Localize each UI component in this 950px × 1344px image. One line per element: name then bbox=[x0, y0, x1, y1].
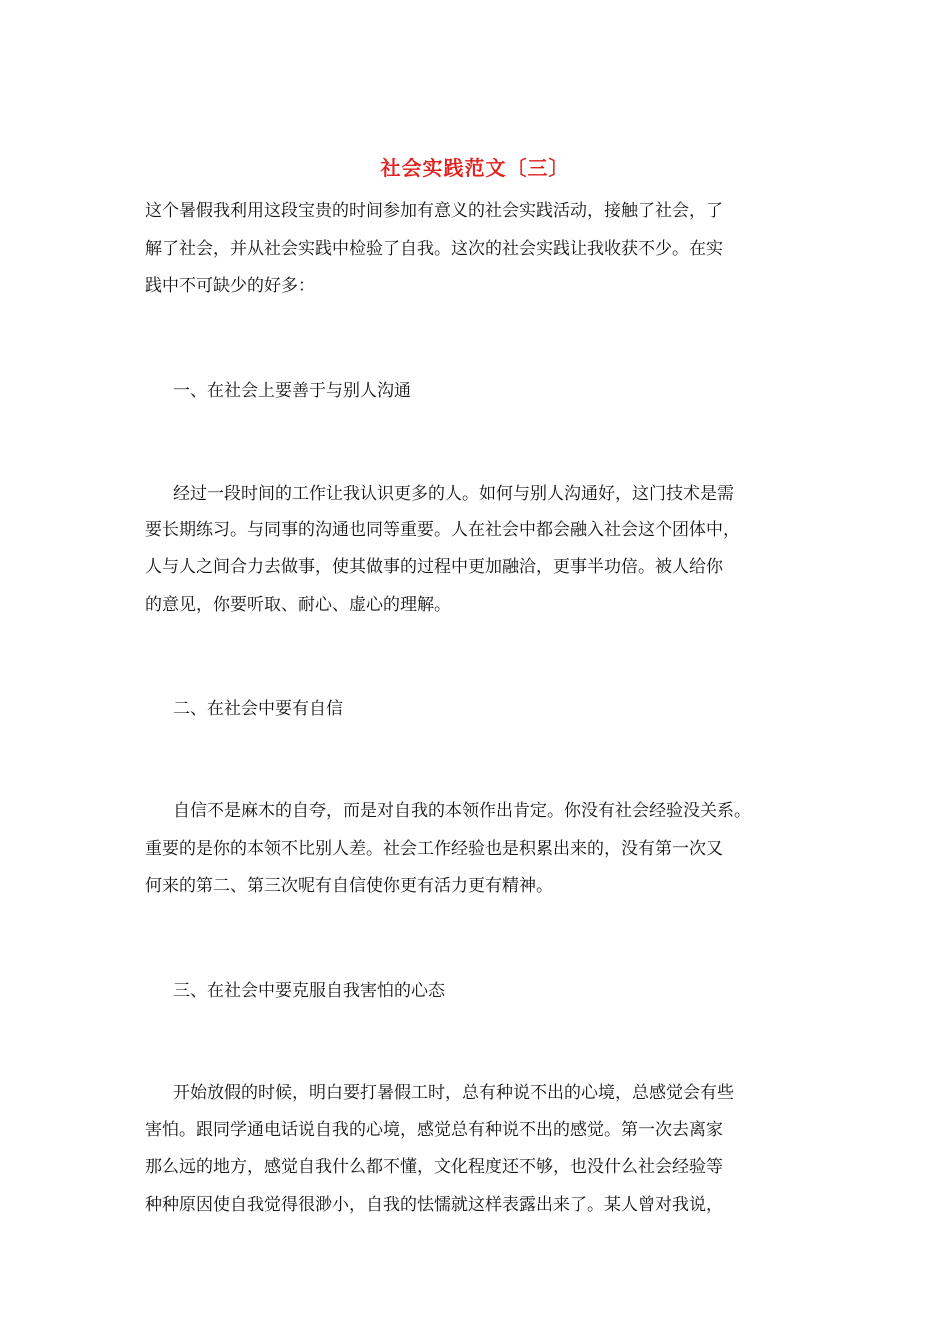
section-3-line: 种种原因使自我觉得很渺小，自我的怯懦就这样表露出来了。某人曾对我说， bbox=[145, 1195, 723, 1215]
section-2-line: 自信不是麻木的自夸，而是对自我的本领作出肯定。你没有社会经验没关系。 bbox=[173, 801, 751, 821]
section-1-line: 的意见，你要听取、耐心、虚心的理解。 bbox=[145, 595, 451, 615]
section-1-line: 人与人之间合力去做事，使其做事的过程中更加融洽，更事半功倍。被人给你 bbox=[145, 557, 723, 577]
intro-line: 这个暑假我利用这段宝贵的时间参加有意义的社会实践活动，接触了社会，了 bbox=[145, 201, 723, 221]
section-3-line: 那么远的地方，感觉自我什么都不懂，文化程度还不够，也没什么社会经验等 bbox=[145, 1157, 723, 1177]
section-1-line: 要长期练习。与同事的沟通也同等重要。人在社会中都会融入社会这个团体中， bbox=[145, 520, 740, 540]
intro-line: 解了社会，并从社会实践中检验了自我。这次的社会实践让我收获不少。在实 bbox=[145, 239, 723, 259]
section-2-line: 何来的第二、第三次呢有自信使你更有活力更有精神。 bbox=[145, 876, 553, 896]
section-heading-1: 一、在社会上要善于与别人沟通 bbox=[173, 381, 411, 401]
section-2-line: 重要的是你的本领不比别人差。社会工作经验也是积累出来的，没有第一次又 bbox=[145, 839, 723, 859]
section-heading-2: 二、在社会中要有自信 bbox=[173, 699, 343, 719]
section-heading-3: 三、在社会中要克服自我害怕的心态 bbox=[173, 981, 445, 1001]
document-title: 社会实践范文〔三〕 bbox=[380, 156, 570, 180]
intro-line: 践中不可缺少的好多： bbox=[145, 276, 315, 296]
section-1-line: 经过一段时间的工作让我认识更多的人。如何与别人沟通好，这门技术是需 bbox=[173, 484, 734, 504]
section-3-line: 开始放假的时候，明白要打暑假工时，总有种说不出的心境，总感觉会有些 bbox=[173, 1083, 734, 1103]
section-3-line: 害怕。跟同学通电话说自我的心境，感觉总有种说不出的感觉。第一次去离家 bbox=[145, 1120, 723, 1140]
